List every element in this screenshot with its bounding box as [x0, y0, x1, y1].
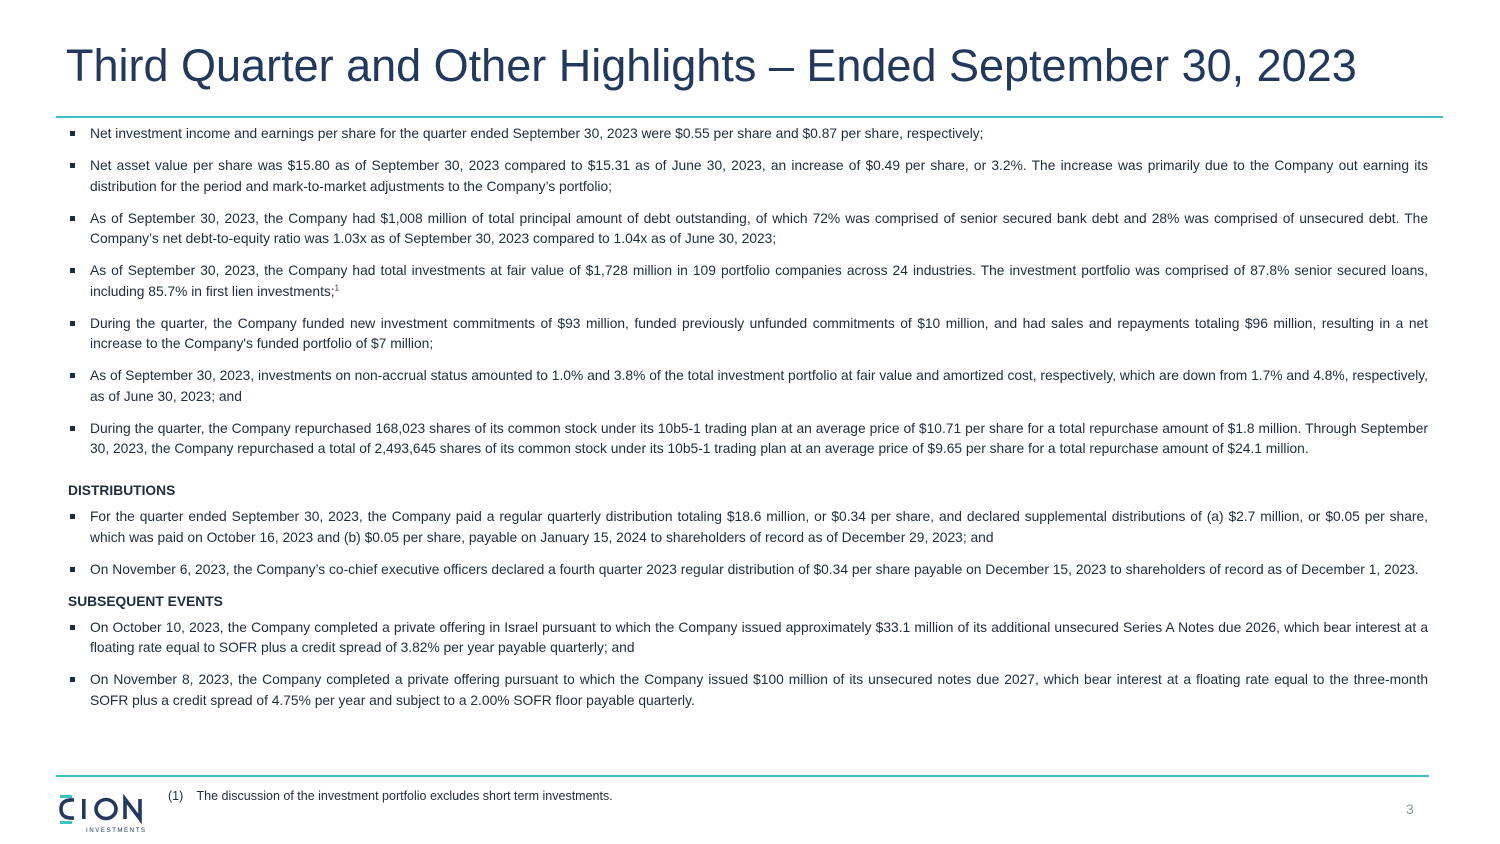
title-divider: [56, 116, 1443, 118]
square-bullet-icon: [70, 567, 75, 572]
list-item: On November 6, 2023, the Company’s co-chief executive officers declared a fourth quarter 2023 regular distribution of $0.34 per share payable on December 15, 2023 to shareholders of record as of December 1, 2023.: [68, 560, 1428, 581]
list-item: During the quarter, the Company funded new investment commitments of $93 million, funded previously unfunded commitments of $10 million, and had sales and repayments totaling $96 million, resulting in a net increase to the Company's funded portfolio of $7 million;: [68, 314, 1428, 355]
list-item: As of September 30, 2023, the Company had $1,008 million of total principal amount of debt outstanding, of which 72% was comprised of senior secured bank debt and 28% was comprised of unsecured debt. The Company’s net debt-to-equity ratio was 1.03x as of September 30, 2023 compared to 1.04x as of June 30, 2023;: [68, 209, 1428, 250]
list-item: For the quarter ended September 30, 2023, the Company paid a regular quarterly distribution totaling $18.6 million, or $0.34 per share, and declared supplemental distributions of (a) $2.7 million, or $0.05 per share, which was paid on October 16, 2023 and (b) $0.05 per share, payable on January 15, 2024 to shareholders of record as of December 29, 2023; and: [68, 507, 1428, 548]
list-item: On November 8, 2023, the Company completed a private offering pursuant to which the Company issued $100 million of its unsecured notes due 2027, which bear interest at a floating rate equal to the three-month SOFR plus a credit spread of 4.75% per year and subject to a 2.00% SOFR floor payable quarterly.: [68, 670, 1428, 711]
square-bullet-icon: [70, 373, 75, 378]
footnote-text: The discussion of the investment portfolio excludes short term investments.: [196, 789, 613, 803]
logo-tagline: INVESTMENTS: [86, 827, 147, 834]
square-bullet-icon: [70, 677, 75, 682]
square-bullet-icon: [70, 426, 75, 431]
highlights-list: [68, 124, 1428, 460]
subsequent-events-heading: SUBSEQUENT EVENTS: [68, 593, 223, 609]
footnote: [168, 789, 613, 803]
list-item: Net asset value per share was $15.80 as of September 30, 2023 compared to $15.31 as of June 30, 2023, an increase of $0.49 per share, or 3.2%. The increase was primarily due to the Company out earning its distribution for the period and mark-to-market adjustments to the Company’s portfolio;: [68, 156, 1428, 197]
square-bullet-icon: [70, 268, 75, 273]
square-bullet-icon: [70, 163, 75, 168]
square-bullet-icon: [70, 131, 75, 136]
cion-logo: [58, 794, 158, 838]
square-bullet-icon: [70, 321, 75, 326]
square-bullet-icon: [70, 514, 75, 519]
footnote-ref: 1: [334, 282, 340, 292]
page-number: 3: [1406, 801, 1414, 817]
list-item: As of September 30, 2023, investments on non-accrual status amounted to 1.0% and 3.8% of the total investment portfolio at fair value and amortized cost, respectively, which are down from 1.7% and 4.8%, respectively, as of June 30, 2023; and: [68, 366, 1428, 407]
distributions-heading: DISTRIBUTIONS: [68, 483, 176, 498]
distributions-list: [68, 507, 1428, 580]
footnote-number: (1): [168, 789, 184, 803]
list-item: As of September 30, 2023, the Company had total investments at fair value of $1,728 million in 109 portfolio companies across 24 industries. The investment portfolio was comprised of 87.8% senior secured loans, including 85.7% in first lien investments;$^1$: [68, 261, 1428, 302]
slide-content: [68, 124, 1428, 723]
list-item: Net investment income and earnings per share for the quarter ended September 30, 2023 were $0.55 per share and $0.87 per share, respectively;: [68, 124, 1428, 145]
list-item: On October 10, 2023, the Company completed a private offering in Israel pursuant to which the Company issued approximately $33.1 million of its additional unsecured Series A Notes due 2026, which bear interest at a floating rate equal to SOFR plus a credit spread of 3.82% per year payable quarterly; and: [68, 618, 1428, 659]
page-title: Third Quarter and Other Highlights – Ended September 30, 2023: [66, 40, 1357, 91]
subsequent-events-list: [68, 618, 1428, 712]
list-item: During the quarter, the Company repurchased 168,023 shares of its common stock under its 10b5-1 trading plan at an average price of $10.71 per share for a total repurchase amount of $1.8 million. Through September 30, 2023, the Company repurchased a total of 2,493,645 shares of its common stock under its 10b5-1 trading plan at an average price of $9.65 per share for a total repurchase amount of $24.1 million.: [68, 419, 1428, 460]
footer-divider: [56, 775, 1429, 777]
square-bullet-icon: [70, 216, 75, 221]
square-bullet-icon: [70, 625, 75, 630]
